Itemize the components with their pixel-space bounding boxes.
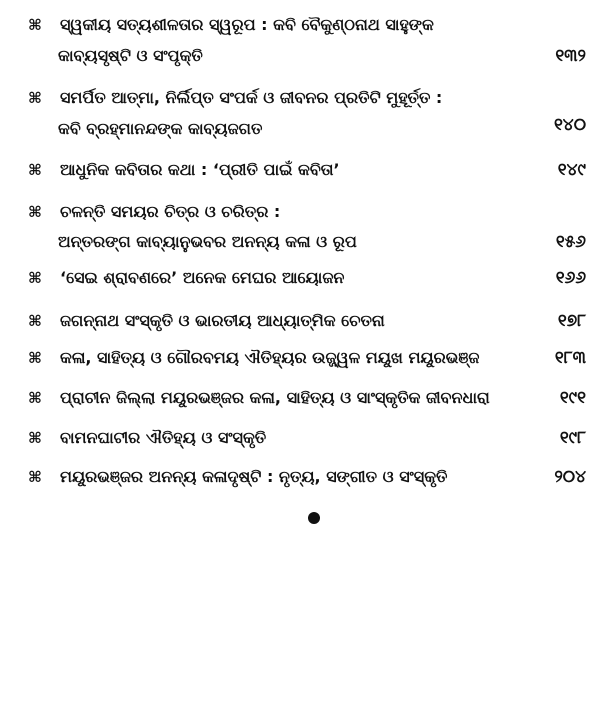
toc-entry-page-number: ୧୬୬ <box>555 268 586 288</box>
toc-entry-title: ପ୍ରାଚୀନ ଜିଲ୍ଲା ମୟୂରଭଞ୍ଜର କଳା, ସାହିତ୍ୟ ଓ ସାଂସ୍କୃତିକ ଜୀବନଧାରା <box>60 388 490 407</box>
toc-entry-title: ବାମନଘାଟୀର ଐତିହ୍ୟ ଓ ସଂସ୍କୃତି <box>60 428 267 447</box>
bullet-icon: ⌘ <box>28 349 42 367</box>
bullet-icon: ⌘ <box>28 161 42 179</box>
bullet-icon: ⌘ <box>28 468 42 486</box>
toc-entry-title-line1: ସ୍ୱକୀୟ ସତ୍ୟଶୀଳତାର ସ୍ୱରୂପ : କବି ବୈକୁଣ୍ଠନାଥ ସାହୁଙ୍କ <box>60 15 434 34</box>
bullet-icon: ⌘ <box>28 389 42 407</box>
bullet-icon: ⌘ <box>28 16 42 34</box>
bullet-icon: ⌘ <box>28 269 42 287</box>
toc-entry-page-number: ୧୭୮ <box>557 311 586 331</box>
toc-entry-page-number: ୧୪୯ <box>557 160 586 180</box>
end-of-section-dot <box>308 512 320 524</box>
toc-entry-page-number: ୨୦୪ <box>554 467 586 487</box>
bullet-icon: ⌘ <box>28 429 42 447</box>
toc-entry-page-number: ୧୪୦ <box>553 115 586 135</box>
toc-entry-title: ଆଧୁନିକ କବିତାର କଥା : ‘ପ୍ରୀତି ପାଇଁ କବିତା’ <box>60 160 340 179</box>
toc-entry-page-number: ୧୯୮ <box>559 428 586 448</box>
toc-entry-page-number: ୧୫୬ <box>555 232 586 252</box>
toc-entry-title: ଜଗନ୍ନାଥ ସଂସ୍କୃତି ଓ ଭାରତୀୟ ଆଧ୍ୟାତ୍ମିକ ଚେତନା <box>60 311 385 330</box>
bullet-icon: ⌘ <box>28 312 42 330</box>
toc-entry-title: ମୟୂରଭଞ୍ଜର ଅନନ୍ୟ କଳାଦୃଷ୍ଟି : ନୃତ୍ୟ, ସଙ୍ଗୀତ ଓ ସଂସ୍କୃତି <box>60 467 448 486</box>
toc-entry-page-number: ୧୮୩ <box>554 348 586 368</box>
toc-entry-title: ‘ସେଇ ଶ୍ରାବଣରେ’ ଅନେକ ମେଘର ଆୟୋଜନ <box>60 268 345 287</box>
toc-entry-title: କଳା, ସାହିତ୍ୟ ଓ ଗୌରବମୟ ଐତିହ୍ୟର ଉଜ୍ଜ୍ୱଳ ମୟୂଖ ମୟୂରଭଞ୍ଜ <box>60 348 480 367</box>
toc-entry-title-line2: ଅନ୍ତରଙ୍ଗ କାବ୍ୟାନୁଭବର ଅନନ୍ୟ କଳା ଓ ରୂପ <box>58 232 357 251</box>
toc-entry-title-line1: ଚଳନ୍ତି ସମୟର ଚିତ୍ର ଓ ଚରିତ୍ର : <box>60 202 281 221</box>
toc-entry-title-line1: ସମର୍ପିତ ଆତ୍ମା, ନିର୍ଲିପ୍ତ ସଂପର୍କ ଓ ଜୀବନର ପ୍ରତିଟି ମୁହୂର୍ତ୍ତ : <box>60 88 443 107</box>
bullet-icon: ⌘ <box>28 89 42 107</box>
toc-entry-title-line2: କବି ବ୍ରହ୍ମାନନ୍ଦଙ୍କ କାବ୍ୟଜଗତ <box>58 119 263 138</box>
toc-entry-page-number: ୧୩୨ <box>555 46 586 66</box>
toc-entry-page-number: ୧୯୧ <box>559 388 586 408</box>
bullet-icon: ⌘ <box>28 203 42 221</box>
toc-entry-title-line2: କାବ୍ୟସୃଷ୍ଟି ଓ ସଂପୃକ୍ତି <box>58 46 203 65</box>
